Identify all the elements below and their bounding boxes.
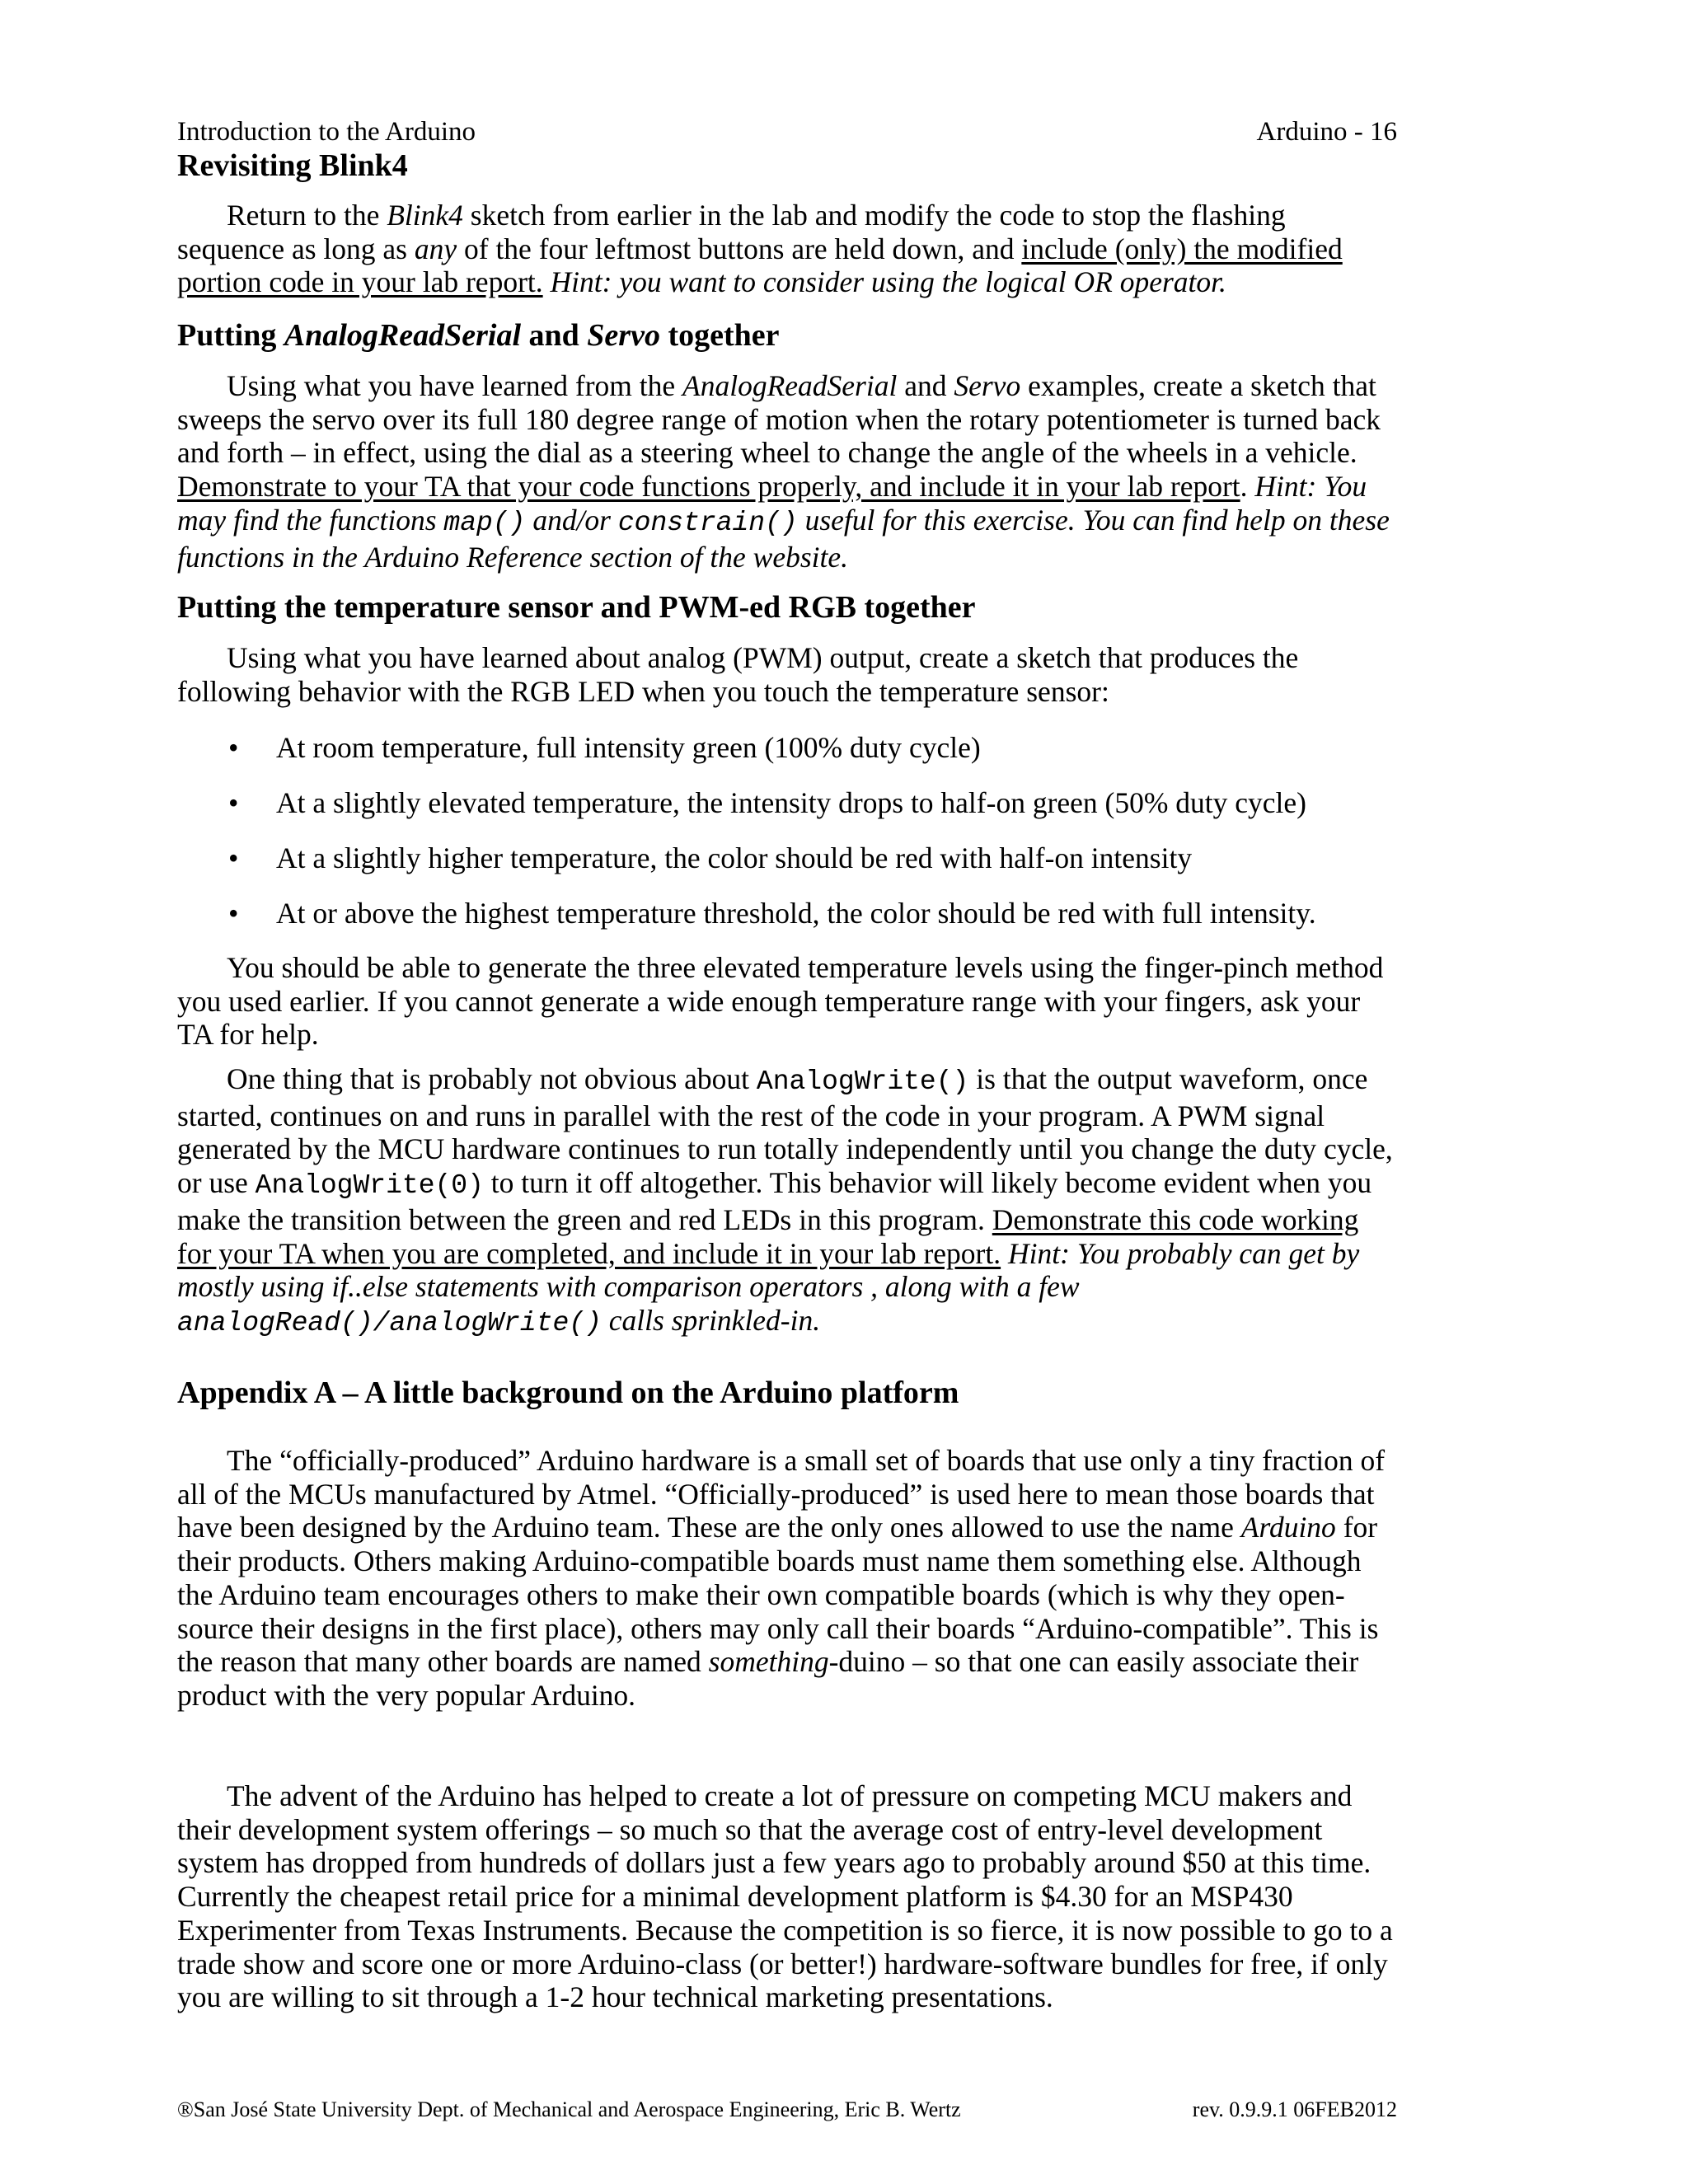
underlined-requirement: Demonstrate this code working for your TA when you are completed, and include it in your lab report. <box>177 1202 1359 1270</box>
footer-copyright: ®San José State University Dept. of Mechanical and Aerospace Engineering, Eric B. Wertz <box>177 2097 961 2121</box>
paragraph-analog-servo: Using what you have learned from the AnalogReadSerial and Servo examples, create a sketch that sweeps the servo over its full 180 degree range of motion when the rotary potentiometer is turned back and forth – in effect, using the dial as a steering wheel to change the angle of the wheels in a vehicle. Demonstrate to your TA that your code functions properly, and include it in your lab report. Hint: You may find the functions map() and/or constrain() useful for this exercise. You can find help on these functions in the Arduino Reference section of the website. <box>177 369 1390 574</box>
code-map: map() <box>443 507 526 538</box>
appendix-title: Appendix A – A little background on the Arduino platform <box>177 1376 959 1410</box>
list-item: • At room temperature, full intensity green (100% duty cycle) <box>228 731 981 764</box>
list-item: • At a slightly elevated temperature, the intensity drops to half-on green (50% duty cycle) <box>228 786 1306 819</box>
paragraph-blink4: Return to the Blink4 sketch from earlier in the lab and modify the code to stop the flashing sequence as long as any of the four leftmost buttons are held down, and include (only) the modified portion code in your lab report. Hint: you want to consider using the logical OR operator. <box>177 199 1343 299</box>
header-page-number: Arduino - 16 <box>1256 117 1397 147</box>
paragraph-analogwrite: One thing that is probably not obvious about AnalogWrite() is that the output waveform, once started, continues on and runs in parallel with the rest of the code in your program. A PWM signal generated by the MCU hardware continues to run totally independently until you change the duty cycle, or use AnalogWrite(0) to turn it off altogether. This behavior will likely become evident when you make the transition between the green and red LEDs in this program. Demonstrate this code working for your TA when you are completed, and include it in your lab report. Hint: You probably can get by mostly using if..else statements with comparison operators , along with a few analogRead()/analogWrite() calls sprinkled-in. <box>177 1062 1393 1338</box>
bullet-icon: • <box>228 786 239 819</box>
bullet-icon: • <box>228 841 239 874</box>
bullet-icon: • <box>228 731 239 764</box>
hint-text: Hint: You probably can get by mostly using if..else statements with comparison operators , along with a few <box>177 1236 1360 1304</box>
paragraph-finger-pinch: You should be able to generate the three elevated temperature levels using the finger-pinch method you used earlier. If you cannot generate a wide enough temperature range with your fingers, ask your TA for help. <box>177 951 1384 1052</box>
code-analogwrite: AnalogWrite() <box>756 1066 969 1097</box>
hint-text: Hint: You may find the functions <box>177 470 1367 537</box>
paragraph-appendix-2: The advent of the Arduino has helped to create a lot of pressure on competing MCU makers and their development system offerings – so much so that the average cost of entry-level development system has dropped from hundreds of dollars just a few years ago to probably around $50 at this time. Currently the cheapest retail price for a minimal development platform is $4.30 for an MSP430 Experimenter from Texas Instruments. Because the competition is so fierce, it is now possible to go to a trade show and score one or more Arduino-class (or better!) hardware-software bundles for free, if only you are willing to sit through a 1-2 hour technical marketing presentations. <box>177 1779 1393 2014</box>
section-title-blink4: Revisiting Blink4 <box>177 148 408 183</box>
section-title-temp-pwm: Putting the temperature sensor and PWM-ed RGB together <box>177 590 976 625</box>
header-left: Introduction to the Arduino <box>177 117 476 147</box>
bullet-icon: • <box>228 897 239 930</box>
underlined-requirement: include (only) the modified portion code in your lab report. <box>177 232 1343 299</box>
code-analogwrite-zero: AnalogWrite(0) <box>255 1170 484 1202</box>
code-analogread-write: analogRead()/analogWrite() <box>177 1307 602 1338</box>
list-item: • At or above the highest temperature threshold, the color should be red with full intensity. <box>228 897 1316 930</box>
behavior-list <box>177 730 1397 930</box>
list-item: • At a slightly higher temperature, the color should be red with half-on intensity <box>228 841 1193 874</box>
hint-text: Hint: you want to consider using the logical OR operator. <box>542 265 1226 299</box>
footer-revision: rev. 0.9.9.1 06FEB2012 <box>1192 2097 1397 2121</box>
paragraph-appendix-1: The “officially-produced” Arduino hardware is a small set of boards that use only a tiny fraction of all of the MCUs manufactured by Atmel. “Officially-produced” is used here to mean those boards that have been designed by the Arduino team. These are the only ones allowed to use the name Arduino for their products. Others making Arduino-compatible boards must name them something else. Although the Arduino team encourages others to make their own compatible boards (which is why they open-source their designs in the first place), others may only call their boards “Arduino-compatible”. This is the reason that many other boards are named something-duino – so that one can easily associate their product with the very popular Arduino. <box>177 1444 1386 1712</box>
code-constrain: constrain() <box>617 507 798 538</box>
section-title-analog-servo: Putting AnalogReadSerial and Servo together <box>177 318 780 353</box>
page-footer <box>177 2095 1397 2125</box>
running-header <box>177 114 1397 150</box>
paragraph-temp-intro: Using what you have learned about analog (PWM) output, create a sketch that produces the following behavior with the RGB LED when you touch the temperature sensor: <box>177 641 1299 708</box>
underlined-requirement: Demonstrate to your TA that your code functions properly, and include it in your lab report <box>177 470 1240 504</box>
